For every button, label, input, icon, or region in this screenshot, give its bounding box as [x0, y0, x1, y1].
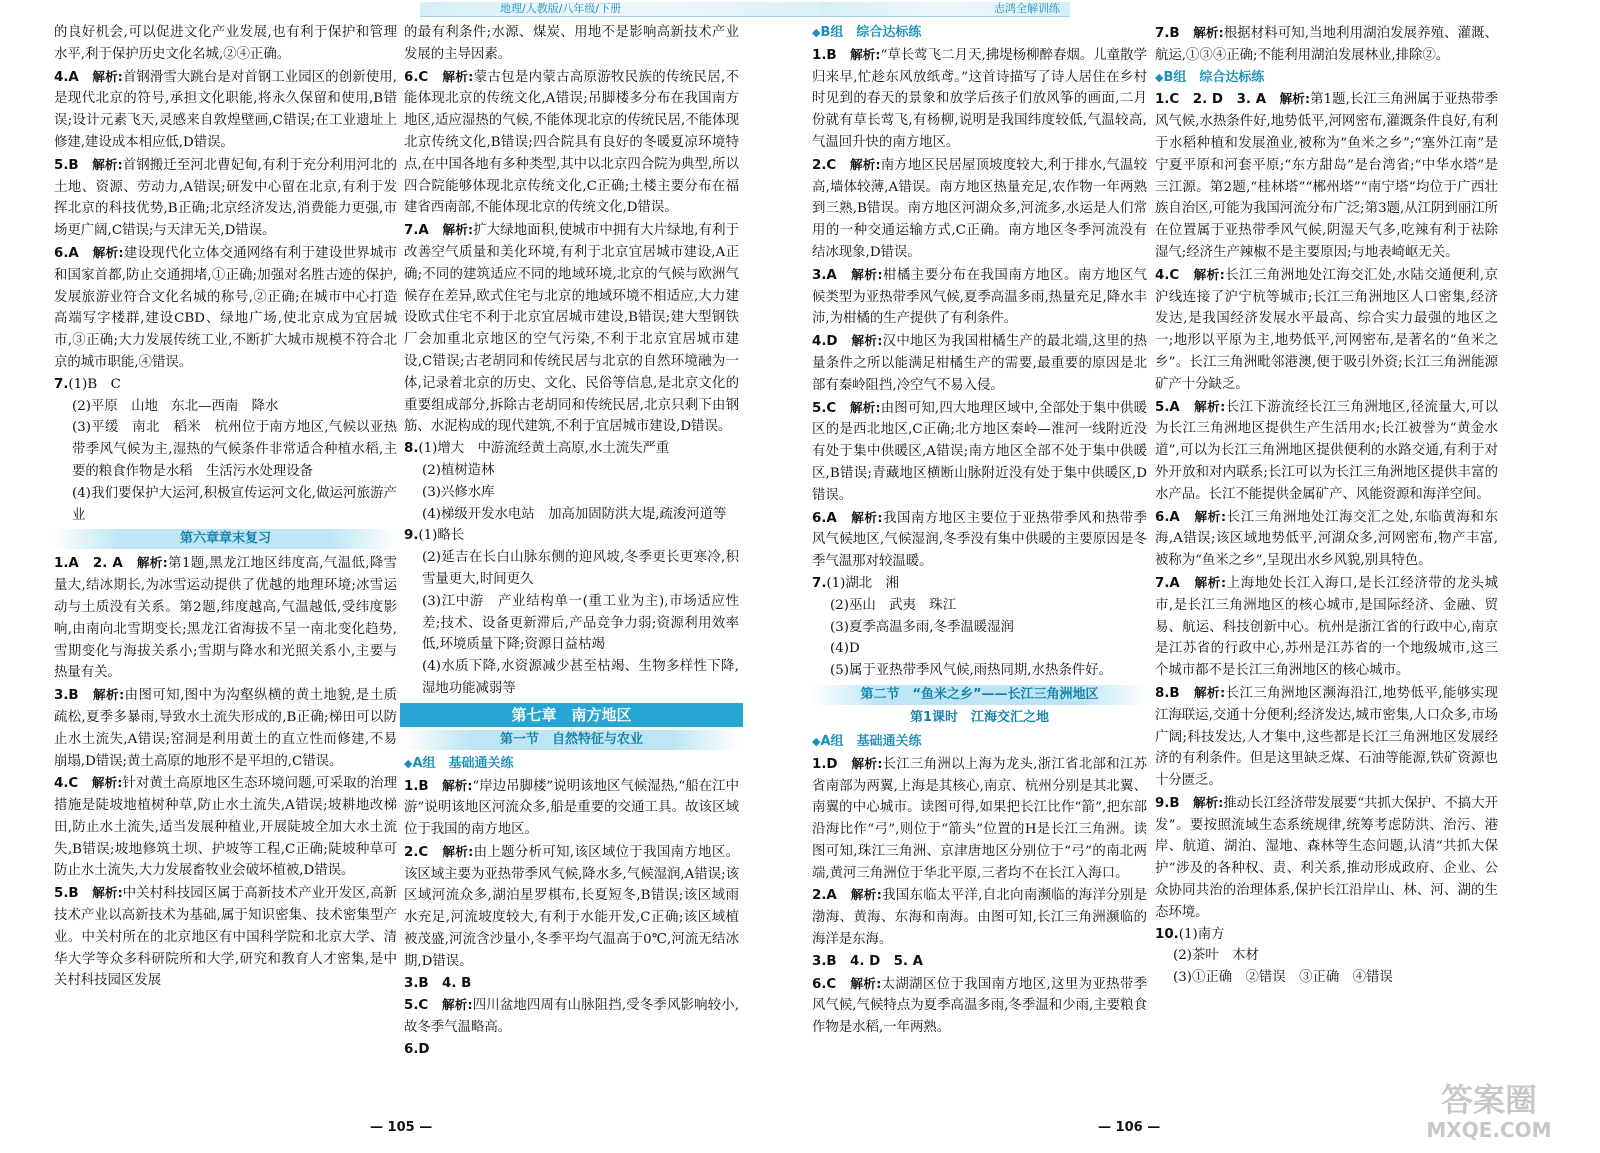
answer-subitem: (3)①正确 ②错误 ③正确 ④错误 [1173, 970, 1393, 986]
answer-item: 7.B 解析:根据材料可知,当地利用湖泊发展养殖、灌溉、航运,①③④正确;不能利用湖泊发展林业,排除②。 [1155, 25, 1498, 63]
section-banner: 第六章章末复习 [54, 529, 397, 549]
chapter-banner: 第七章 南方地区 [400, 703, 743, 727]
diamond-icon: ◆ [1155, 70, 1164, 84]
answer-item: 2.C 解析:由上题分析可知,该区域位于我国南方地区。该区域主要为亚热带季风气候,降水多,气候湿润,A错误;该区域河流众多,湖泊星罗棋布,长夏短冬,B错误;该区域雨水充足,河流坡度较大,有利于水能开发,C正确;该区域植被茂盛,河流含沙量小,冬季平均气温高于0℃,河流无结冰期,D错误。 [404, 843, 740, 969]
answer-subitem: (2)延吉在长白山脉东侧的迎风坡,冬季更长更寒冷,积雪量更大,时间更久 [422, 550, 739, 587]
answer-subitem: (4)D [830, 641, 860, 657]
answer-item: 4.D 解析:汉中地区为我国柑橘生产的最北端,这里的热量条件之所以能满足柑橘生产的需要,最重要的原因是北部有秦岭阻挡,冷空气不易入侵。 [812, 333, 1147, 393]
answer-item: 3.B 4. B [404, 975, 472, 991]
group-heading: ◆B组 综合达标练 [1155, 69, 1265, 85]
answer-item: 6.C 解析:蒙古包是内蒙古高原游牧民族的传统民居,不能体现北京的传统文化,A错误;吊脚楼多分布在我国南方地区,适应湿热的气候,不能体现北京的传统民居,不能体现北京传统文化,B错误;四合院具有良好的冬暖夏凉环境特点,在中国各地有多种类型,其中以北京四合院为典型,所以四合院能够体现北京传统文化,C正确;土楼主要分布在福建省西南部,不能体现北京的传统文化,D错误。 [404, 68, 740, 216]
answer-item: 1.A 2. A 解析:第1题,黑龙江地区纬度高,气温低,降雪量大,结冰期长,为冰雪运动提供了优越的地理环境;冰雪运动与土质没有关系。第2题,纬度越高,气温越低,受纬度影响,由南向北雪期变长;黑龙江省海拔不呈一南北变化趋势,雪期变化与海拔关系小;雪期与降水和光照关系小,主要与热量有关。 [54, 555, 397, 681]
answer-subitem: (3)兴修水库 [422, 484, 495, 500]
answer-subitem: (3)平缓 南北 稻米 杭州位于南方地区,气候以亚热带季风气候为主,湿热的气候条件非常适合种植水稻,主要的粮食作物是水稻 生活污水处理设备 [72, 420, 397, 479]
column-4 [1155, 22, 1498, 989]
column-3 [812, 22, 1147, 1039]
answer-subitem: (3)江中游 产业结构单一(重工业为主),市场适应性差;技术、设备更新滞后,产品竞争力弱;资源利用效率低,环境质量下降;资源日益枯竭 [422, 593, 739, 653]
running-header-left [420, 2, 860, 17]
answer-item: 1.B 解析:“岸边吊脚楼”说明该地区气候湿热,“船在江中游”说明该地区河流众多,船是重要的交通工具。故该区域位于我国的南方地区。 [404, 777, 739, 838]
answer-item: 6.A 解析:建设现代化立体交通网络有利于建设世界城市和国家首都,防止交通拥堵,①正确;加强对名胜古迹的保护,发展旅游业符合文化名城的称号,②正确;在城市中心打造高端写字楼群,建设CBD、绿地广场,使北京成为宜居城市,③正确;大力发展传统工业,不断扩大城市规模不符合北京的城市职能,④错误。 [54, 244, 398, 370]
answer-subitem: (4)梯级开发水电站 加高加固防洪大堤,疏浚河道等 [422, 506, 727, 522]
answer-item: 3.B 4. D 5. A [812, 953, 924, 969]
answer-text: 的良好机会,可以促进文化产业发展,也有利于保护和管理水平,利于保护历史文化名城,②④正确。 [54, 25, 397, 62]
answer-item: 5.B 解析:首钢搬迁至河北曹妃甸,有利于充分利用河北的土地、资源、劳动力,A错误;研发中心留在北京,有利于发挥北京的科技优势,B正确;北京经济发达,消费能力更强,市场更广阔,C错误;与天津无关,D错误。 [54, 156, 397, 239]
diamond-icon: ◆ [812, 26, 821, 39]
answer-item: 1.B 解析:“草长莺飞二月天,拂堤杨柳醉春烟。儿童散学归来早,忙趁东风放纸鸢。”这首诗描写了诗人居住在乡村时见到的春天的景象和放学后孩子们放风筝的画面,二月份就有草长莺飞,有杨柳,说明是我国纬度较低,气温较高,气温回升快的南方地区。 [812, 46, 1147, 150]
answer-subitem: (3)夏季高温多雨,冬季温暖湿润 [830, 619, 1014, 635]
answer-item: 7.(1)湖北 湘 [812, 575, 899, 591]
answer-item: 7.A 解析:上海地处长江入海口,是长江经济带的龙头城市,是长江三角洲地区的核心城市,是国际经济、金融、贸易、航运、科技创新中心。杭州是浙江省的行政中心,南京是江苏省的行政中心,苏州是江苏省的一个地级城市,这三个城市都不是长江三角洲地区的核心城市。 [1155, 574, 1498, 679]
answer-item: 3.B 解析:由图可知,图中为沟壑纵横的黄土地貌,是土质疏松,夏季多暴雨,导致水土流失形成的,B正确;梯田可以防止水土流失,A错误;窑洞是利用黄土的直立性而修建,不易崩塌,D错误;黄土高原的地形不是平坦的,C错误。 [54, 687, 397, 769]
running-header-right-text: 志鸿全解训练 [994, 2, 1060, 15]
answer-text: 的最有利条件;水源、煤炭、用地不是影响高新技术产业发展的主导因素。 [404, 25, 739, 62]
answer-item: 9.B 解析:推动长江经济带发展要“共抓大保护、不搞大开发”。要按照流域生态系统规律,统筹考虑防洪、治污、港岸、航道、湖泊、湿地、森林等生态问题,认清“共抓大保护”涉及的各种权、责、利关系,推动形成政府、企业、公众协同共治的治理体系,保护长江沿岸山、林、河、湖的生态环境。 [1155, 794, 1498, 920]
answer-item: 2.A 解析:我国东临太平洋,自北向南濒临的海洋分别是渤海、黄海、东海和南海。由图可知,长江三角洲濒临的海洋是东海。 [812, 887, 1147, 948]
section-banner: 第二节 “鱼米之乡”——长江三角洲地区 [812, 685, 1147, 705]
answer-item: 2.C 解析:南方地区民居屋顶坡度较大,利于排水,气温较高,墙体较薄,A错误。南方地区热量充足,农作物一年两熟到三熟,B错误。南方地区河湖众多,河流多,水运是人们常用的一种交通运输方式,C正确。南方地区冬季河流没有结冰现象,D错误。 [812, 156, 1147, 260]
watermark-logo [1404, 1075, 1574, 1145]
answer-item: 7.A 解析:扩大绿地面积,使城市中拥有大片绿地,有利于改善空气质量和美化环境,有利于北京宜居城市建设,A正确;不同的建筑适应不同的地域环境,北京的气候与欧洲气候存在差异,欧式住宅与北京的地域环境不相适应,大力建设欧式住宅不利于北京宜居城市建设,B错误;建大型钢铁厂会加重北京地区的空气污染,不利于北京宜居城市建设,C错误;古老胡同和传统民居与北京的自然环境融为一体,记录着北京的历史、文化、民俗等信息,是北京文化的重要组成部分,拆除古老胡同和传统民居,北京只剩下由钢筋、水泥构成的现代建筑,不利于宜居城市建设,D错误。 [404, 222, 740, 435]
answer-subitem: (2)巫山 武夷 珠江 [830, 597, 957, 613]
answer-item: 5.A 解析:长江下游流经长江三角洲地区,径流量大,可以为长江三角洲地区提供生产生活用水;长江被誉为“黄金水道”,可以为长江三角洲地区提供便利的水路交通,有利于对外开放和对内联系;长江可以为长江三角洲地区提供丰富的水产品。长江不能提供金属矿产、风能资源和海洋空间。 [1155, 398, 1499, 502]
answer-item: 5.C 解析:四川盆地四周有山脉阻挡,受冬季风影响较小,故冬季气温略高。 [404, 997, 739, 1036]
answer-item: 1.C 2. D 3. A 解析:第1题,长江三角洲属于亚热带季风气候,水热条件好,地势低平,河网密布,灌溉条件良好,有利于水稻种植和发展渔业,被称为“鱼米之乡”;“塞外江南”是宁夏平原和河套平原;“东方甜岛”是台湾省;“中华水塔”是三江源。第2题,“桂林塔”“郴州塔”“南宁塔”均位于广西壮族自治区,可能为我国河流分布广泛;第3题,从江阴到丽江所在位置属于亚热带季风气候,阴湿天气多,吃辣有利于祛除湿气;经济生产辣椒不是主要原因;与地表崎岖无关。 [1155, 91, 1498, 260]
group-heading: ◆A组 基础通关练 [404, 755, 514, 771]
answer-item: 7.(1)B C [54, 376, 121, 392]
answer-subitem: (2)茶叶 木材 [1173, 948, 1259, 964]
group-heading: ◆B组 综合达标练 [812, 25, 922, 40]
diamond-icon: ◆ [812, 734, 821, 748]
answer-item: 9.(1)略长 [404, 528, 465, 544]
answer-item: 4.C 解析:长江三角洲地处江海交汇处,水陆交通便利,京沪线连接了沪宁杭等城市;长江三角洲地区人口密集,经济发达,是我国经济发展水平最高、综合实力最强的地区之一;地形以平原为主,地势低平,河网密布,是著名的“鱼米之乡”。长江三角洲毗邻港澳,便于吸引外资;长江三角洲能源矿产十分缺乏。 [1155, 266, 1498, 392]
section-banner: 第一节 自然特征与农业 [404, 730, 739, 750]
answer-item: 6.C 解析:太湖湖区位于我国南方地区,这里为亚热带季风气候,气候特点为夏季高温多雨,冬季温和少雨,主要粮食作物是水稻,一年两熟。 [812, 975, 1148, 1036]
answer-item: 8.(1)增大 中游流经黄土高原,水土流失严重 [404, 441, 670, 457]
column-1 [54, 22, 397, 992]
answer-subitem: (2)平原 山地 东北—西南 降水 [72, 398, 279, 414]
answer-subitem: (4)水质下降,水资源减少甚至枯竭、生物多样性下降,湿地功能减弱等 [422, 659, 739, 696]
answer-item: 10.(1)南方 [1155, 926, 1225, 942]
answer-item: 8.B 解析:长江三角洲地区濒海沿江,地势低平,能够实现江海联运,交通十分便利;经济发达,城市密集,人口众多,市场广阔;科技发达,人才集中,这些都是长江三角洲地区发展经济的有利条件。但是这里缺乏煤、石油等能源,铁矿资源也十分匮乏。 [1155, 684, 1498, 789]
running-header-right [820, 2, 1070, 17]
page-number-left: — 105 — [370, 1120, 433, 1135]
answer-item: 6.D [404, 1042, 430, 1058]
page-number-right: — 106 — [1098, 1120, 1161, 1135]
watermark-text: 答案圈 [1440, 1081, 1538, 1119]
answer-item: 4.C 解析:针对黄土高原地区生态环境问题,可采取的治理措施是陡坡地植树种草,防止水土流失,A错误;坡耕地改梯田,防止水土流失,适当发展种植业,开展陡坡全加大水土流失,B错误;坡地修筑土坝、护坡等工程,C正确;陡坡种草可防止水土流失,大力发展畜牧业会破坏植被,D错误。 [54, 775, 397, 879]
answer-item: 6.A 解析:长江三角洲地处江海交汇之处,东临黄海和东海,A错误;该区域地势低平,河湖众多,河网密布,物产丰富,被称为“鱼米之乡”,呈现出水乡风貌,别具特色。 [1155, 508, 1498, 569]
watermark-url: MXQE.COM [1426, 1118, 1552, 1142]
answer-subitem: (2)植树造林 [422, 462, 495, 478]
answer-item: 1.D 解析:长江三角洲以上海为龙头,浙江省北部和江苏省南部为两翼,上海是其核心,南京、杭州分别是其北翼、南翼的中心城市。读图可得,如果把长江比作“箭”,把东部沿海比作“弓”,则位于“箭头”位置的H是长江三角洲。读图可知,珠江三角洲、京津唐地区分别位于“弓”的南北两端,黄河三角洲位于华北平原,三者均不在长江入海口。 [812, 755, 1147, 881]
lesson-title: 第1课时 江海交汇之地 [909, 709, 1050, 725]
answer-item: 5.C 解析:由图可知,四大地理区域中,全部处于集中供暖区的是西北地区,C正确;北方地区秦岭—淮河一线附近没有处于集中供暖区,A错误;南方地区全部不处于集中供暖区,B错误;青藏地区横断山脉附近没有处于集中供暖区,D错误。 [812, 399, 1147, 503]
answer-subitem: (4)我们要保护大运河,积极宣传运河文化,做运河旅游产业 [72, 485, 397, 523]
diamond-icon: ◆ [404, 756, 413, 770]
answer-subitem: (5)属于亚热带季风气候,雨热同期,水热条件好。 [830, 663, 1112, 679]
answer-item: 6.A 解析:我国南方地区主要位于亚热带季风和热带季风气候地区,气候湿润,冬季没有集中供暖的主要原因是冬季气温那对较温暖。 [812, 509, 1148, 570]
answer-item: 3.A 解析:柑橘主要分布在我国南方地区。南方地区气候类型为亚热带季风气候,夏季高温多雨,热量充足,降水丰沛,为柑橘的生产提供了有利条件。 [812, 266, 1148, 327]
column-2 [404, 22, 739, 1061]
answer-item: 4.A 解析:首钢滑雪大跳台是对首钢工业园区的创新使用,是现代北京的符号,承担文化职能,将永久保留和使用,B错误;设计元素飞天,灵感来自敦煌壁画,C错误;在工业遗址上修建,建设成本相应低,D错误。 [54, 68, 397, 150]
answer-item: 5.B 解析:中关村科技园区属于高新技术产业开发区,高新技术产业以高新技术为基础,属于知识密集、技术密集型产业。中关村所在的北京地区有中国科学院和北京大学、清华大学等众多科研院所和大学,研究和教育人才密集,是中关村科技园区发展 [54, 885, 397, 989]
running-header-left-text: 地理/人教版/八年级/下册 [500, 2, 622, 15]
group-heading: ◆A组 基础通关练 [812, 733, 922, 749]
